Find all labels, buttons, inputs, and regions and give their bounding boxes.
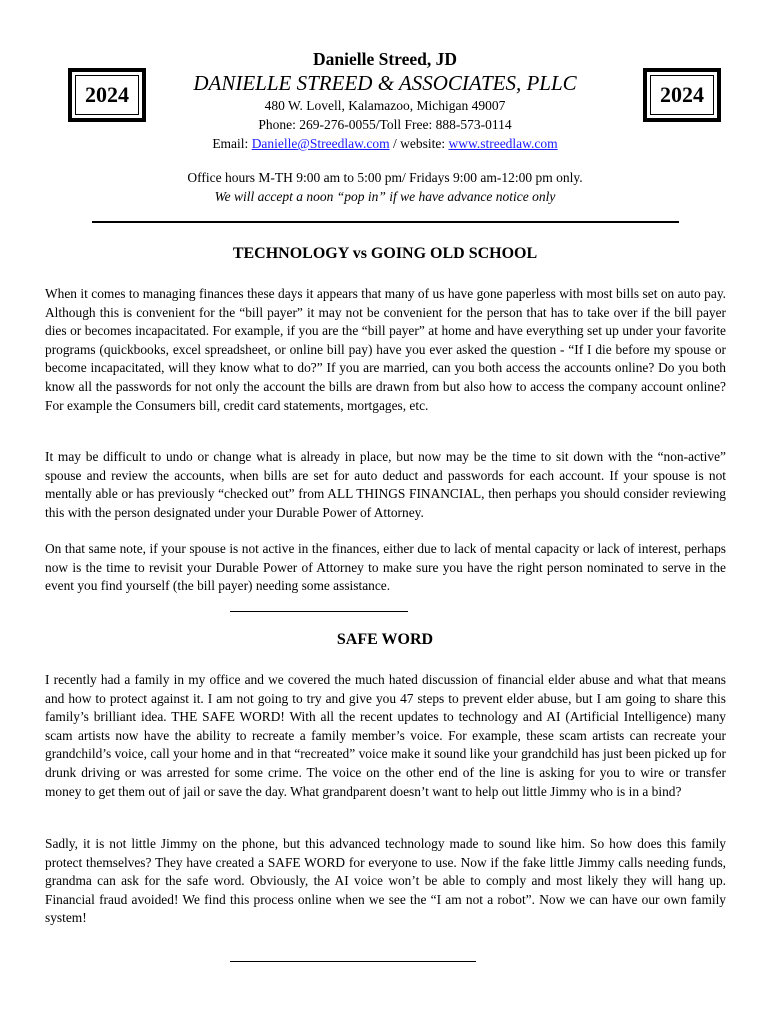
year-badge-left <box>68 68 146 122</box>
pop-in-note: We will accept a noon “pop in” if we have advance notice only <box>214 189 556 204</box>
website-label: / website: <box>389 136 449 151</box>
attorney-name: Danielle Streed, JD <box>312 49 458 69</box>
year-badge-inner-border <box>650 75 714 115</box>
office-hours: Office hours M-TH 9:00 am to 5:00 pm/ Fridays 9:00 am-12:00 pm only. <box>187 170 583 185</box>
firm-address: 480 W. Lovell, Kalamazoo, Michigan 49007 <box>264 98 506 113</box>
safe-word-paragraph-1: I recently had a family in my office and we covered the much hated discussion of financial elder abuse and what that means and how to protect against it. I am not going to try and give you 47 steps to prevent elder abuse, but I am going to share this family’s brilliant idea. THE SAFE WORD! With all the recent updates to technology and AI (Artificial Intelligence) many scam artists now have the ability to recreate a family member’s voice. For example, these scam artists can recreate your grandchild’s voice, call your home and in that “recreated” voice make it sound like your grandchild has just been picked up for drunk driving or was arrested for some crime. The voice on the other end of the line is asking for you to wire or transfer money to get them out of jail or save the day. What grandparent doesn’t want to help out little Jimmy who is in a bind? <box>45 672 726 799</box>
technology-paragraph-2: It may be difficult to undo or change what is already in place, but now may be the time to sit down with the “non-active” spouse and review the accounts, when bills are set for auto deduct and passwords for each account. If your spouse is not mentally able or has previously “checked out” from ALL THINGS FINANCIAL, then perhaps you should consider reviewing this with the person designated under your Durable Power of Attorney. <box>45 449 726 520</box>
year-left-text: 2024 <box>85 82 129 107</box>
year-badge-right <box>643 68 721 122</box>
section-title-safe-word: SAFE WORD <box>336 631 434 648</box>
letterhead <box>150 48 620 153</box>
section-divider-bottom <box>230 961 476 962</box>
firm-name: DANIELLE STREED & ASSOCIATES, PLLC <box>193 71 577 95</box>
technology-paragraph-3: On that same note, if your spouse is not active in the finances, either due to lack of mental capacity or lack of interest, perhaps now is the time to revisit your Durable Power of Attorney to make sure you have the right person nominated to serve in the event you find yourself (the bill payer) needing some assistance. <box>45 541 726 594</box>
email-link[interactable]: Danielle@Streedlaw.com <box>251 136 390 151</box>
firm-phone: Phone: 269-276-0055/Toll Free: 888-573-0114 <box>258 117 512 132</box>
technology-paragraph-1: When it comes to managing finances these days it appears that many of us have gone paperless with most bills set on auto pay. Although this is convenient for the “bill payer” it may not be convenient for the person that has to take over if the bill payer dies or becomes incapacitated. For example, if you are the “bill payer” at home and have everything set up under your favorite programs (quickbooks, excel spreadsheet, or online bill pay) have you ever asked the question - “If I die before my spouse or become incapacitated, will they know what to do?” If you are married, can you both access the accounts online? Do you both know all the passwords for not only the account the bills are drawn from but also how to access the company account online? For example the Consumers bill, credit card statements, mortgages, etc. <box>45 286 726 413</box>
website-link[interactable]: www.streedlaw.com <box>448 136 558 151</box>
office-hours-block <box>100 168 670 206</box>
email-label: Email: <box>212 136 252 151</box>
safe-word-paragraph-2: Sadly, it is not little Jimmy on the phone, but this advanced technology made to sound like him. So how does this family protect themselves? They have created a SAFE WORD for everyone to use. Now if the fake little Jimmy calls needing funds, grandma can ask for the safe word. Obviously, the AI voice won’t be able to comply and most likely they will hang up. Financial fraud avoided! We find this process online when we see the “I am not a robot”. Now we can have our own family system! <box>45 836 726 926</box>
year-badge-inner-border <box>75 75 139 115</box>
contact-line <box>150 134 620 153</box>
header-divider <box>92 221 679 223</box>
section-divider <box>230 611 408 612</box>
section-title-technology: TECHNOLOGY vs GOING OLD SCHOOL <box>232 245 538 262</box>
year-right-text: 2024 <box>660 82 704 107</box>
